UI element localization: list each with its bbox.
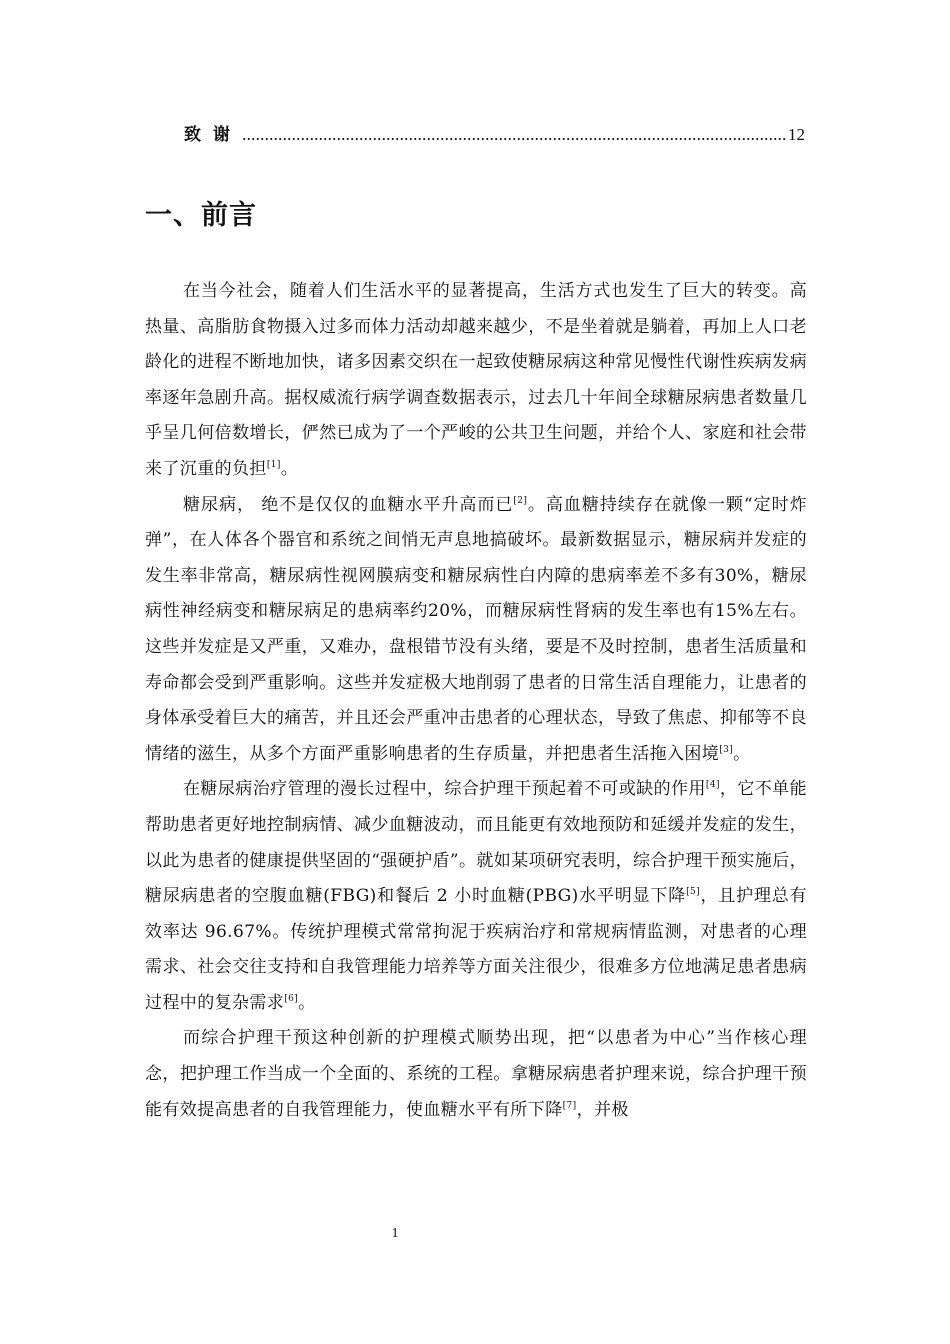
section-heading: 一、前言 bbox=[145, 200, 257, 231]
paragraph-1: 在当今社会，随着人们生活水平的显著提高，生活方式也发生了巨大的转变。高热量、高脂肪食物摄入过多而体力活动却越来越少，不是坐着就是躺着，再加上人口老龄化的进程不断地加快，诸多因素交织在一起致使糖尿病这种常见慢性代谢性疾病发病率逐年急剧升高。据权威流行病学调查数据表示，过去几十年间全球糖尿病患者数量几乎呈几何倍数增长，俨然已成为了一个严峻的公共卫生问题，并给个人、家庭和社会带来了沉重的负担[1]。 bbox=[145, 281, 807, 479]
toc-dot-leader bbox=[242, 120, 786, 144]
toc-entry-label: 致谢 bbox=[184, 125, 242, 145]
citation-marker: [7] bbox=[562, 1100, 577, 1111]
citation-marker: [5] bbox=[686, 887, 701, 898]
citation-marker: [6] bbox=[284, 993, 299, 1004]
citation-marker: [2] bbox=[513, 495, 528, 506]
paragraph-3: 在糖尿病治疗管理的漫长过程中，综合护理干预起着不可或缺的作用[4]，它不单能帮助患者更好地控制病情、减少血糖波动，而且能更有效地预防和延缓并发症的发生，以此为患者的健康提供坚固的“强硬护盾”。就如某项研究表明，综合护理干预实施后，糖尿病患者的空腹血糖(FBG)和餐后 2 小时血糖(PBG)水平明显下降[5]，且护理总有效率达 96.67%。传统护理模式常常拘泥于疾病治疗和常规病情监测，对患者的心理需求、社会交往支持和自我管理能力培养等方面关注很少，很难多方位地满足患者患病过程中的复杂需求[6]。 bbox=[145, 779, 808, 1013]
paragraph-4: 而综合护理干预这种创新的护理模式顺势出现，把“以患者为中心”当作核心理念，把护理工作当成一个全面的、系统的工程。拿糖尿病患者护理来说，综合护理干预能有效提高患者的自我管理能力，使血糖水平有所下降[7]，并极 bbox=[145, 1028, 807, 1120]
citation-marker: [4] bbox=[705, 780, 720, 791]
toc-entry-page: 12 bbox=[788, 125, 805, 144]
paragraph-2: 糖尿病， 绝不是仅仅的血糖水平升高而已[2]。高血糖持续存在就像一颗“定时炸弹”，在人体各个器官和系统之间悄无声息地搞破坏。最新数据显示，糖尿病并发症的发生率非常高，糖尿病性视网膜病变和糖尿病性白内障的患病率差不多有30%，糖尿病性神经病变和糖尿病足的患病率约20%，而糖尿病性肾病的发生率也有15%左右。这些并发症是又严重，又难办，盘根错节没有头绪，要是不及时控制，患者生活质量和寿命都会受到严重影响。这些并发症极大地削弱了患者的日常生活自理能力，让患者的身体承受着巨大的痛苦，并且还会严重冲击患者的心理状态，导致了焦虑、抑郁等不良情绪的滋生，从多个方面严重影响患者的生存质量，并把患者生活拖入困境[3]。 bbox=[145, 494, 807, 764]
citation-marker: [1] bbox=[266, 459, 281, 470]
body-text bbox=[145, 274, 807, 1128]
page-number: 1 bbox=[391, 1226, 399, 1241]
citation-marker: [3] bbox=[719, 744, 734, 755]
toc-entry-acknowledgements[interactable] bbox=[184, 116, 805, 147]
